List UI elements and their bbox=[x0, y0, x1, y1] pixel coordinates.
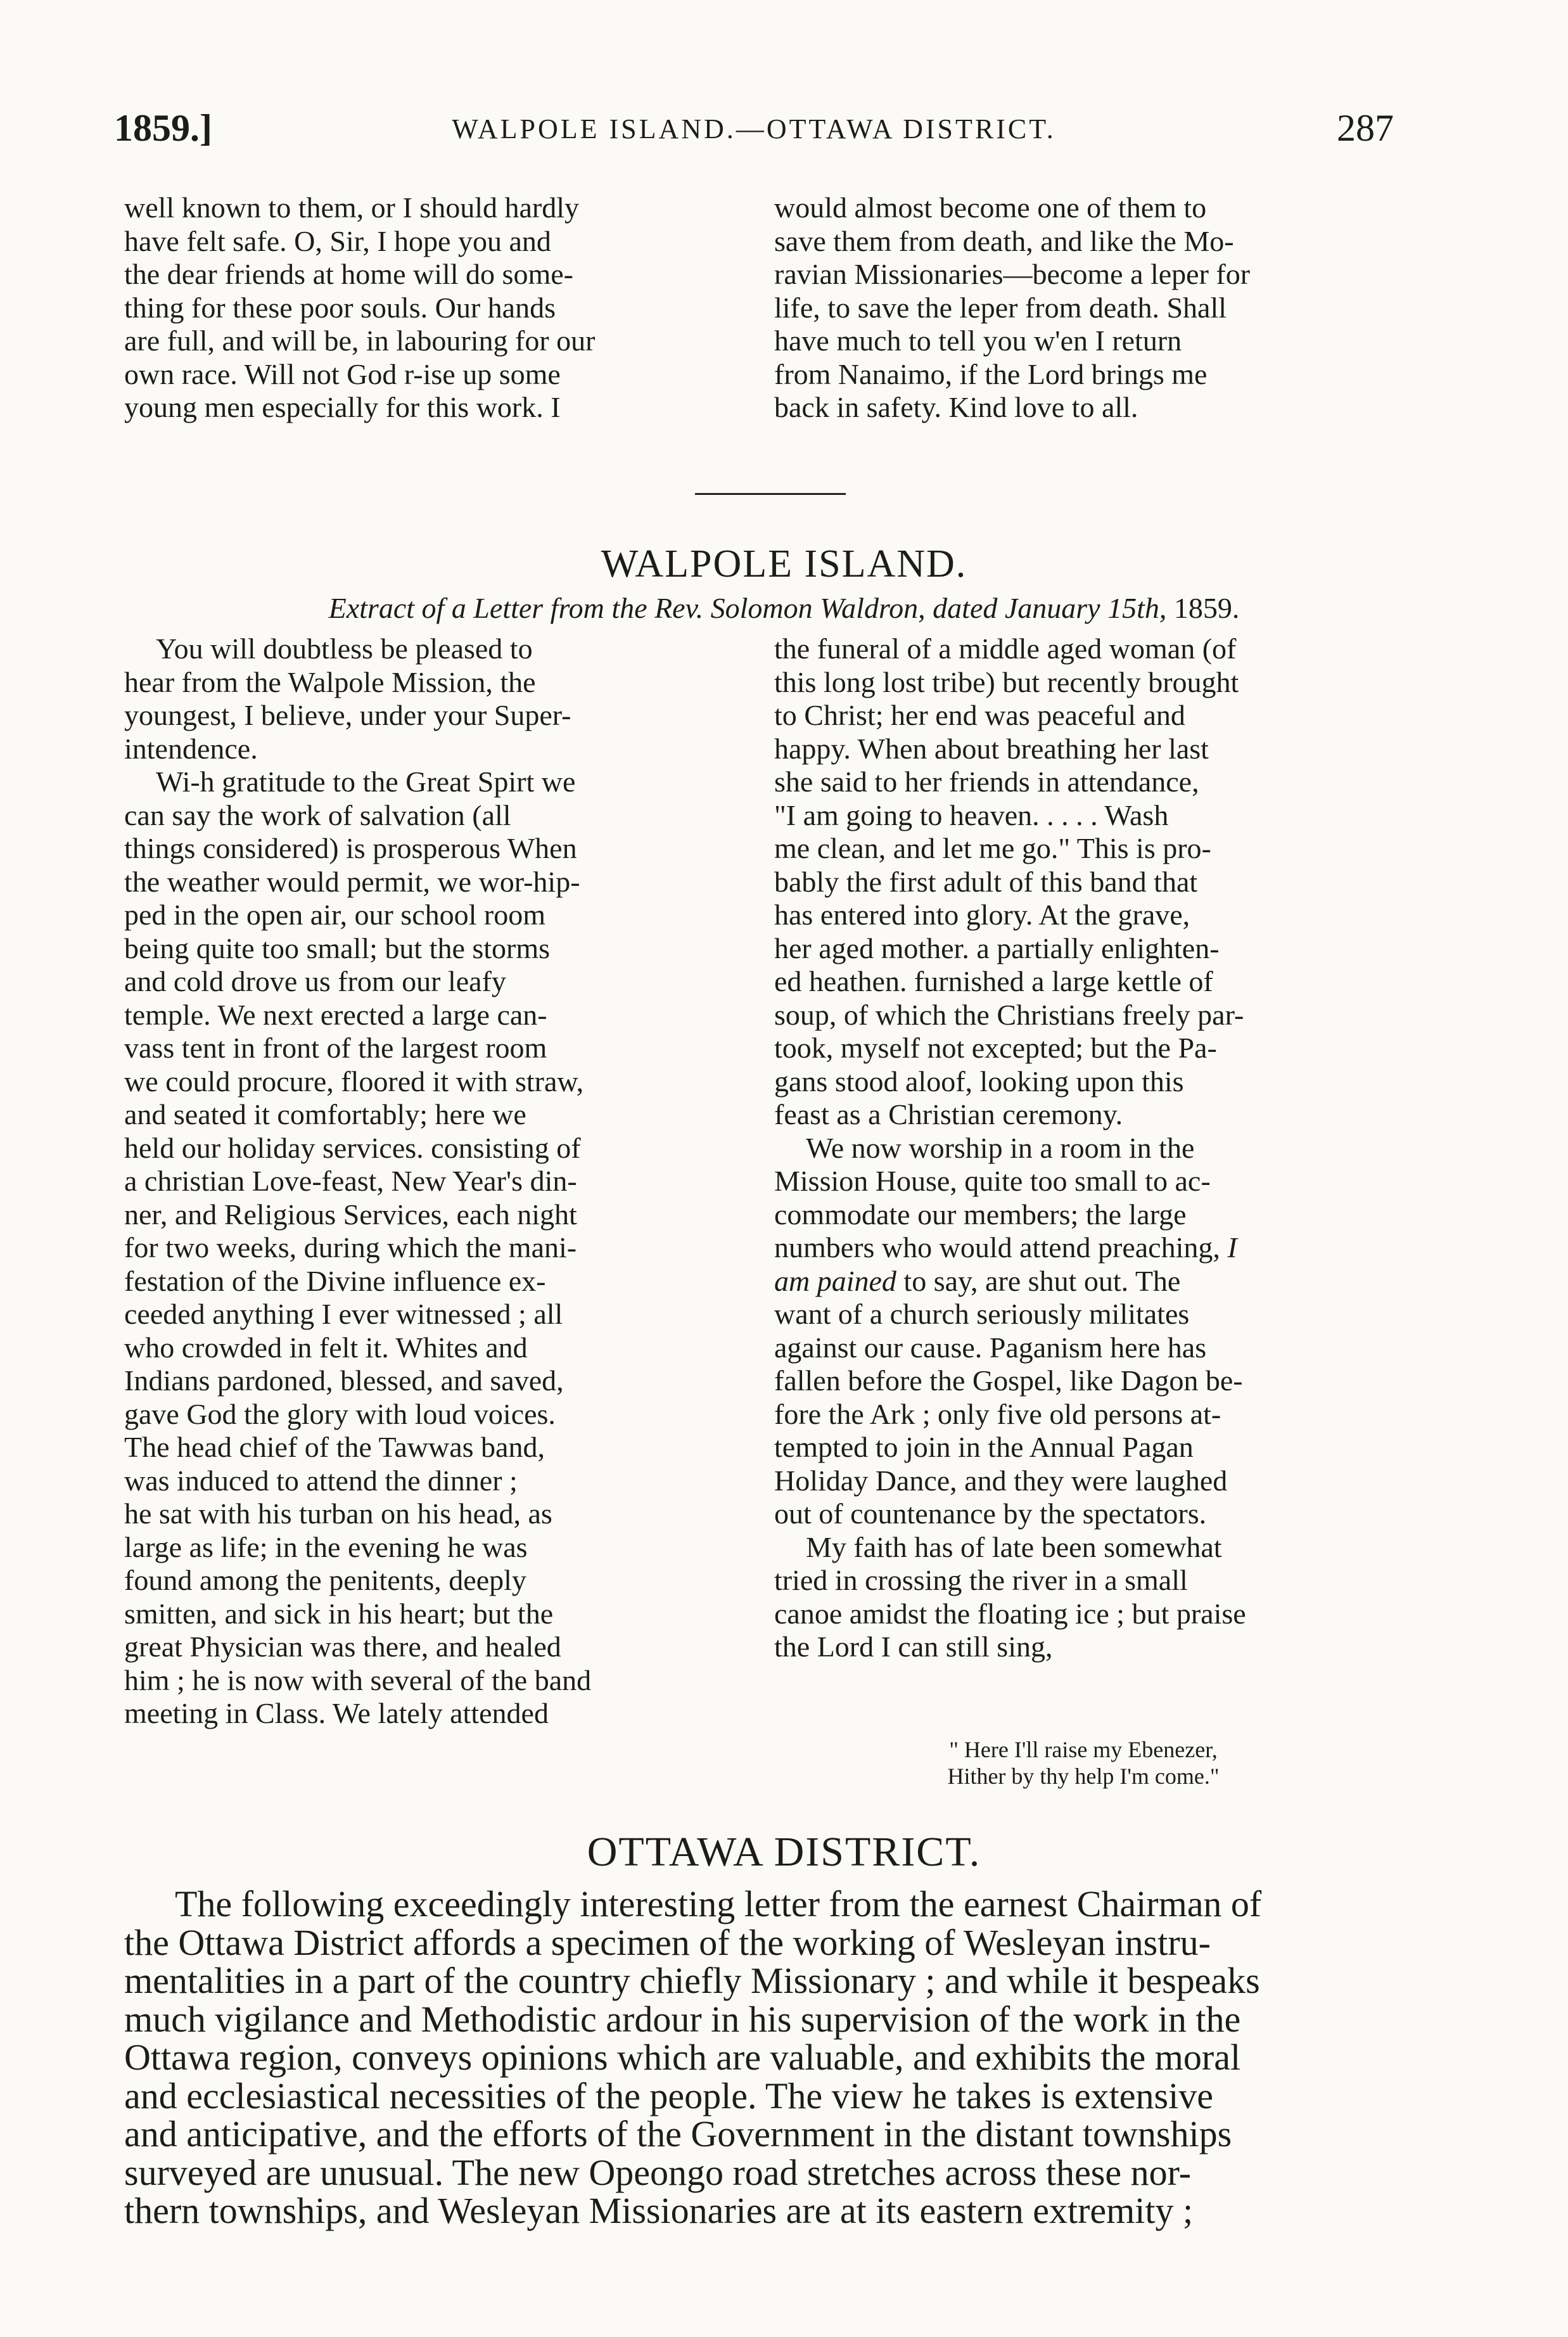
text-line: from Nanaimo, if the Lord brings me bbox=[774, 357, 1208, 390]
header-title: WALPOLE ISLAND.—OTTAWA DISTRICT. bbox=[452, 113, 1056, 144]
text-line: tempted to join in the Annual Pagan bbox=[774, 1431, 1194, 1463]
text-line: canoe amidst the floating ice ; but praise bbox=[774, 1597, 1246, 1630]
text-line: ravian Missionaries—become a leper for bbox=[774, 258, 1251, 290]
text-line: "I am going to heaven. . . . . Wash bbox=[774, 798, 1169, 831]
text-line: and seated it comfortably; here we bbox=[124, 1098, 526, 1130]
subtitle-text: Extract of a Letter from the Rev. Solomon Waldron, dated January 15th, bbox=[328, 592, 1167, 624]
text-line: life, to save the leper from death. Shall bbox=[774, 291, 1227, 324]
text-line: intendence. bbox=[124, 732, 258, 765]
text-line: the Lord I can still sing, bbox=[774, 1630, 1053, 1663]
text-line bbox=[774, 1231, 1382, 1265]
text-line: he sat with his turban on his head, as bbox=[124, 1497, 552, 1530]
text-line: vass tent in front of the largest room bbox=[124, 1032, 547, 1064]
text-line: held our holiday services. consisting of bbox=[124, 1131, 581, 1164]
text-line: want of a church seriously militates bbox=[774, 1298, 1190, 1330]
text-line: meeting in Class. We lately attended bbox=[124, 1697, 549, 1729]
text-line: bably the first adult of this band that bbox=[774, 865, 1198, 898]
text-line: We now worship in a room in the bbox=[806, 1131, 1195, 1164]
text-line: the weather would permit, we wor-hip- bbox=[124, 865, 580, 898]
text-line: me clean, and let me go." This is pro- bbox=[774, 832, 1211, 864]
text-line: ed heathen. furnished a large kettle of bbox=[774, 965, 1213, 997]
text-line: out of countenance by the spectators. bbox=[774, 1497, 1207, 1530]
top-right-column bbox=[774, 191, 1382, 425]
text-line: happy. When about breathing her last bbox=[774, 732, 1209, 765]
hymn-quote bbox=[824, 1736, 1343, 1790]
text-line: him ; he is now with several of the band bbox=[124, 1663, 592, 1696]
text-line: has entered into glory. At the grave, bbox=[774, 899, 1190, 931]
text-line: to Christ; her end was peaceful and bbox=[774, 699, 1185, 731]
text-line: much vigilance and Methodistic ardour in his supervision of the work in the bbox=[124, 1998, 1241, 2040]
text-line: well known to them, or I should hardly bbox=[124, 191, 580, 224]
text-line: large as life; in the evening he was bbox=[124, 1530, 528, 1563]
italic-phrase: am pained bbox=[774, 1264, 896, 1297]
text-line: was induced to attend the dinner ; bbox=[124, 1464, 518, 1497]
text-line: young men especially for this work. I bbox=[124, 391, 561, 423]
text-line: we could procure, floored it with straw, bbox=[124, 1065, 584, 1098]
section-divider bbox=[695, 493, 846, 495]
text-line: for two weeks, during which the mani- bbox=[124, 1231, 577, 1264]
walpole-left-column bbox=[124, 632, 729, 1731]
text-line: thern townships, and Wesleyan Missionaries are at its eastern extremity ; bbox=[124, 2190, 1194, 2231]
text-line: gave God the glory with loud voices. bbox=[124, 1397, 556, 1430]
running-header bbox=[114, 106, 1394, 163]
text-line: temple. We next erected a large can- bbox=[124, 998, 547, 1031]
text-line: fore the Ark ; only five old persons at- bbox=[774, 1397, 1221, 1430]
text-line: Wi-h gratitude to the Great Spirt we bbox=[156, 765, 576, 798]
text-line: the Ottawa District affords a specimen of the working of Wesleyan instru- bbox=[124, 1921, 1211, 1963]
page-number: 287 bbox=[1337, 107, 1394, 149]
text-line: have much to tell you w'en I return bbox=[774, 324, 1182, 357]
text-line: would almost become one of them to bbox=[774, 191, 1207, 224]
text-line: You will doubtless be pleased to bbox=[156, 632, 533, 665]
text-line: who crowded in felt it. Whites and bbox=[124, 1331, 528, 1364]
line-text: numbers who would attend preaching, bbox=[774, 1231, 1220, 1264]
text-line: The following exceedingly interesting letter from the earnest Chairman of bbox=[175, 1883, 1262, 1924]
text-line: she said to her friends in attendance, bbox=[774, 765, 1199, 798]
text-line: against our cause. Paganism here has bbox=[774, 1331, 1207, 1364]
text-line: things considered) is prosperous When bbox=[124, 832, 577, 864]
text-line: are full, and will be, in labouring for our bbox=[124, 324, 596, 357]
text-line: surveyed are unusual. The new Opeongo road stretches across these nor- bbox=[124, 2151, 1192, 2193]
text-line: being quite too small; but the storms bbox=[124, 932, 551, 964]
text-line: gans stood aloof, looking upon this bbox=[774, 1065, 1184, 1098]
text-line: Mission House, quite too small to ac- bbox=[774, 1165, 1211, 1197]
walpole-subtitle bbox=[0, 591, 1568, 625]
subtitle-year: 1859. bbox=[1173, 592, 1240, 624]
text-line: the funeral of a middle aged woman (of bbox=[774, 632, 1237, 665]
header-year: 1859.] bbox=[114, 107, 212, 149]
italic-word: I bbox=[1227, 1231, 1237, 1264]
text-line: and ecclesiastical necessities of the people. The view he takes is extensive bbox=[124, 2075, 1213, 2116]
text-line: can say the work of salvation (all bbox=[124, 798, 511, 831]
text-line: ner, and Religious Services, each night bbox=[124, 1198, 577, 1231]
text-line: save them from death, and like the Mo- bbox=[774, 224, 1234, 257]
ottawa-paragraph bbox=[124, 1885, 1391, 2231]
hymn-line: " Here I'll raise my Ebenezer, bbox=[949, 1737, 1218, 1762]
text-line: feast as a Christian ceremony. bbox=[774, 1098, 1123, 1130]
text-line: The head chief of the Tawwas band, bbox=[124, 1431, 545, 1463]
line-text-rest: to say, are shut out. The bbox=[896, 1264, 1181, 1297]
walpole-right-column bbox=[774, 632, 1382, 1664]
text-line: ceeded anything I ever witnessed ; all bbox=[124, 1298, 563, 1330]
text-line: this long lost tribe) but recently brought bbox=[774, 665, 1239, 698]
text-line: Ottawa region, conveys opinions which are valuable, and exhibits the moral bbox=[124, 2037, 1241, 2078]
text-line: own race. Will not God r-ise up some bbox=[124, 357, 561, 390]
text-line bbox=[774, 1265, 1382, 1298]
text-line: hear from the Walpole Mission, the bbox=[124, 665, 536, 698]
text-line: smitten, and sick in his heart; but the bbox=[124, 1597, 554, 1630]
text-line: Indians pardoned, blessed, and saved, bbox=[124, 1364, 564, 1397]
top-left-column bbox=[124, 191, 729, 425]
text-line: back in safety. Kind love to all. bbox=[774, 391, 1138, 423]
ottawa-section-title: OTTAWA DISTRICT. bbox=[587, 1829, 981, 1875]
text-line: and anticipative, and the efforts of the Government in the distant townships bbox=[124, 2113, 1232, 2155]
text-line: ped in the open air, our school room bbox=[124, 899, 546, 931]
text-line: Holiday Dance, and they were laughed bbox=[774, 1464, 1228, 1497]
text-line: have felt safe. O, Sir, I hope you and bbox=[124, 224, 551, 257]
text-line: the dear friends at home will do some- bbox=[124, 258, 573, 290]
text-line: tried in crossing the river in a small bbox=[774, 1564, 1188, 1596]
text-line: her aged mother. a partially enlighten- bbox=[774, 932, 1220, 964]
text-line: mentalities in a part of the country chiefly Missionary ; and while it bespeaks bbox=[124, 1960, 1260, 2001]
text-line: soup, of which the Christians freely par- bbox=[774, 998, 1244, 1031]
walpole-section-title: WALPOLE ISLAND. bbox=[601, 542, 967, 586]
text-line: found among the penitents, deeply bbox=[124, 1564, 526, 1596]
text-line: great Physician was there, and healed bbox=[124, 1630, 561, 1663]
text-line: youngest, I believe, under your Super- bbox=[124, 699, 571, 731]
text-line: commodate our members; the large bbox=[774, 1198, 1187, 1231]
hymn-line: Hither by thy help I'm come." bbox=[947, 1764, 1220, 1789]
text-line: My faith has of late been somewhat bbox=[806, 1530, 1222, 1563]
text-line: thing for these poor souls. Our hands bbox=[124, 291, 556, 324]
text-line: and cold drove us from our leafy bbox=[124, 965, 506, 997]
text-line: a christian Love-feast, New Year's din- bbox=[124, 1165, 577, 1197]
text-line: fallen before the Gospel, like Dagon be- bbox=[774, 1364, 1243, 1397]
text-line: festation of the Divine influence ex- bbox=[124, 1264, 546, 1297]
text-line: took, myself not excepted; but the Pa- bbox=[774, 1032, 1217, 1064]
